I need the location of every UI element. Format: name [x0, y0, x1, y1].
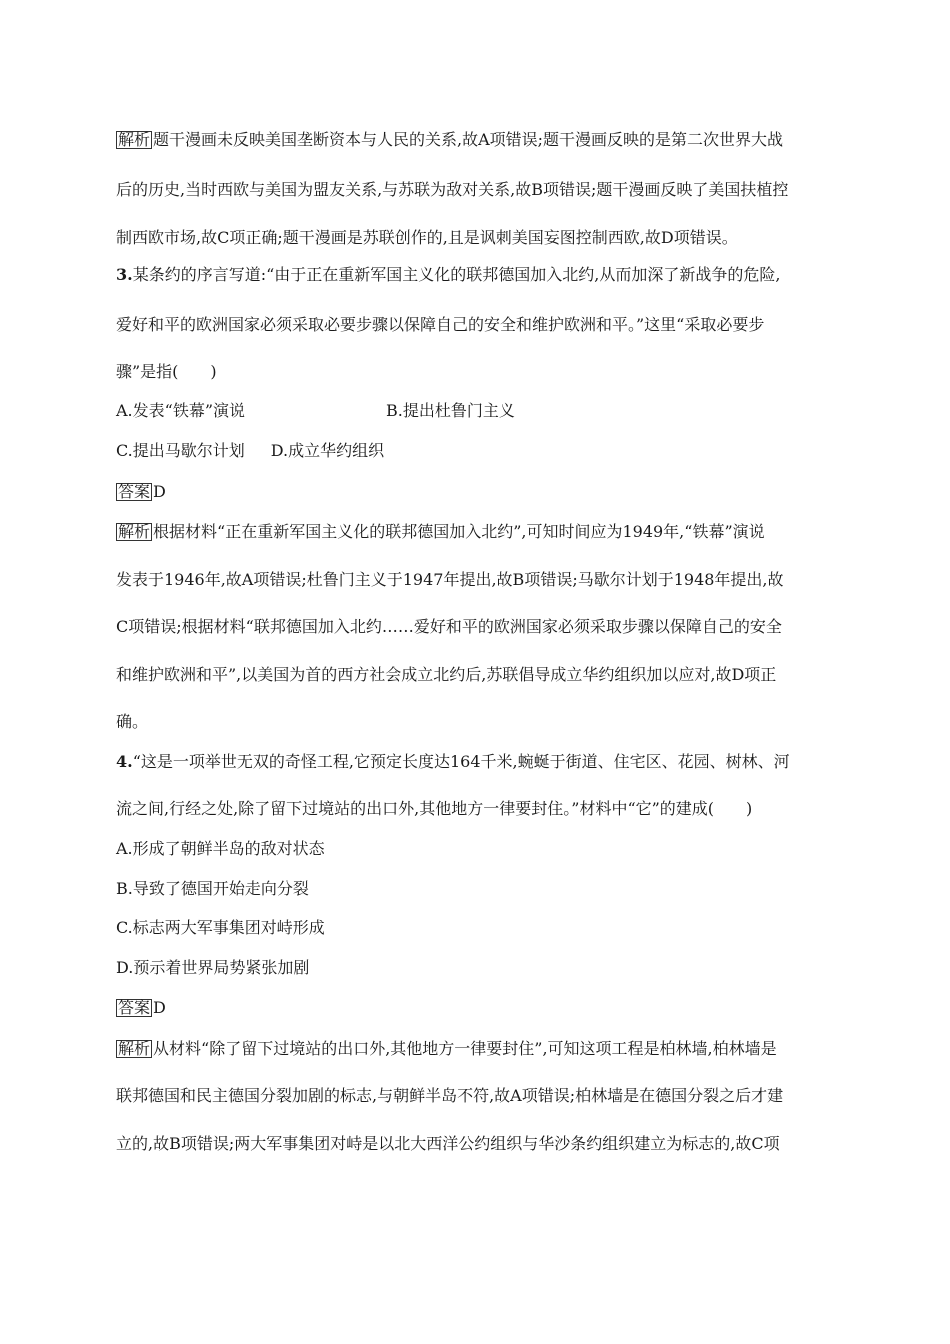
q3-analysis-line-3: C项错误;根据材料“联邦德国加入北约……爱好和平的欧洲国家必须采取步骤以保障自己的安全: [116, 617, 782, 636]
q3-analysis-line-1: 解析 根据材料“正在重新军国主义化的联邦德国加入北约”,可知时间应为1949年,“铁幕”演说: [118, 522, 765, 541]
q4-analysis-line-2: 联邦德国和民主德国分裂加剧的标志,与朝鲜半岛不符,故A项错误;柏林墙是在德国分裂之后才建: [116, 1086, 784, 1105]
q4-answer: [116, 998, 166, 1018]
q2-analysis-line-3: 制西欧市场,故C项正确;题干漫画是苏联创作的,且是讽刺美国妄图控制西欧,故D项错误。: [116, 228, 738, 247]
q3-answer: [116, 482, 166, 502]
q4-analysis-line-1: 解析 从材料“除了留下过境站的出口外,其他地方一律要封住”,可知这项工程是柏林墙,柏林墙是: [118, 1039, 777, 1058]
analysis-tag: 解析: [118, 1039, 151, 1058]
q3-options-ab: [116, 401, 245, 421]
q3-stem-line-2: 爱好和平的欧洲国家必须采取必要步骤以保障自己的安全和维护欧洲和平。”这里“采取必要步: [116, 315, 765, 334]
option-a: A.发表“铁幕”演说: [116, 401, 246, 420]
q4-option-a: A.形成了朝鲜半岛的敌对状态: [116, 839, 325, 858]
q4-stem-line-1: 4.“这是一项举世无双的奇怪工程,它预定长度达164千米,蜿蜒于街道、住宅区、花园、树林、河: [116, 752, 790, 771]
q2-analysis-line-2: 后的历史,当时西欧与美国为盟友关系,与苏联为敌对关系,故B项错误;题干漫画反映了美国扶植控: [116, 180, 789, 199]
q3-stem-line-1: 3.某条约的序言写道:“由于正在重新军国主义化的联邦德国加入北约,从而加深了新战争的危险,: [116, 265, 781, 284]
q3-options-cd: [116, 441, 384, 461]
q2-analysis-line-1: 解析 题干漫画未反映美国垄断资本与人民的关系,故A项错误;题干漫画反映的是第二次世界大战: [118, 130, 784, 149]
q3-option-b-wrap: [386, 401, 515, 421]
q4-analysis-line-3: 立的,故B项错误;两大军事集团对峙是以北大西洋公约组织与华沙条约组织建立为标志的,故C项: [116, 1134, 780, 1153]
question-number: 3.: [116, 265, 133, 284]
q3-analysis-line-2: 发表于1946年,故A项错误;杜鲁门主义于1947年提出,故B项错误;马歇尔计划于1948年提出,故: [116, 570, 784, 589]
q4-option-d: D.预示着世界局势紧张加剧: [116, 958, 310, 977]
answer-tag: 答案: [118, 998, 151, 1017]
analysis-tag: 解析: [118, 522, 151, 541]
option-c: C.提出马歇尔计划: [116, 441, 245, 460]
q4-option-c: C.标志两大军事集团对峙形成: [116, 918, 325, 937]
question-number: 4.: [116, 752, 133, 771]
q3-analysis-line-4: 和维护欧洲和平”,以美国为首的西方社会成立北约后,苏联倡导成立华约组织加以应对,故D项正: [116, 665, 777, 684]
answer-value: D: [153, 998, 166, 1017]
answer-value: D: [153, 482, 166, 501]
q4-stem-line-2: 流之间,行经之处,除了留下过境站的出口外,其他地方一律要封住。”材料中“它”的建成( ): [116, 799, 753, 818]
option-d: D.成立华约组织: [270, 441, 385, 460]
option-b: B.提出杜鲁门主义: [386, 401, 515, 420]
q3-analysis-line-5: 确。: [116, 712, 149, 731]
q4-option-b: B.导致了德国开始走向分裂: [116, 879, 309, 898]
q3-stem-line-3: 骤”是指( ): [116, 362, 217, 381]
analysis-tag: 解析: [118, 130, 151, 149]
answer-tag: 答案: [118, 482, 151, 501]
